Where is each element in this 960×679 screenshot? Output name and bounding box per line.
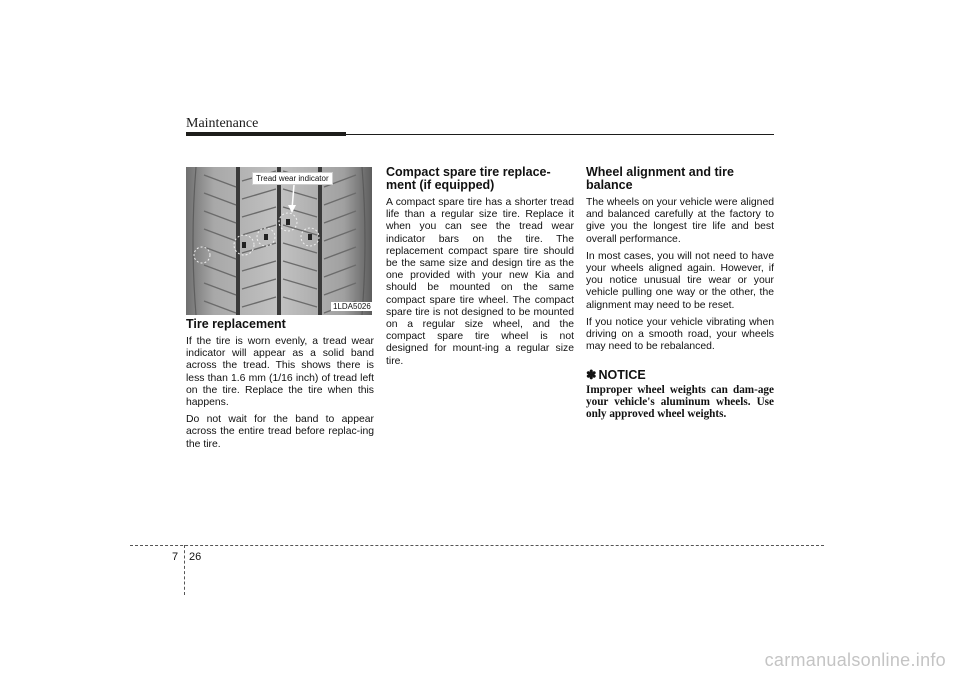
column-left [186, 318, 374, 456]
notice-title: NOTICE [598, 368, 646, 383]
notice-star-icon: ✽ [586, 368, 597, 383]
footer-rule [130, 545, 824, 546]
section-title-compact-spare: Compact spare tire replace-ment (if equipped) [386, 165, 551, 192]
paragraph: In most cases, you will not need to have your wheels aligned again. However, if you notice unusual tire wear or your vehicle pulling one way or the other, the alignment may need to be reset. [586, 250, 774, 311]
notice-heading [586, 367, 774, 382]
page-number: 26 [189, 551, 202, 563]
column-right [586, 166, 774, 420]
watermark: carmanualsonline.info [764, 650, 946, 670]
paragraph: Do not wait for the band to appear across the entire tread before replac-ing the tire. [186, 414, 374, 450]
section-title-wheel-alignment: Wheel alignment and tire balance [586, 165, 734, 192]
chapter-number: 7 [172, 551, 179, 563]
figure-code: 1LDA5026 [333, 302, 371, 311]
tire-tread-illustration [186, 167, 372, 315]
paragraph: The wheels on your vehicle were aligned and balanced carefully at the factory to give you the longest tire life and best overall performance. [586, 197, 774, 245]
paragraph: A compact spare tire has a shorter tread life than a regular size tire. Replace it when you can see the tread wear indicator bars on the tire. The replacement compact spare tire should be the same size and design tire as the one provided with your new Kia and should be mounted on the same compact spare tire wheel. The compact spare tire is not designed to be mounted on a regular size wheel, and the compact spare tire wheel is not designed for mount-ing a regular size tire. [386, 197, 574, 367]
page-header-title: Maintenance [186, 116, 259, 131]
paragraph: If you notice your vehicle vibrating when driving on a smooth road, your wheels may need to be rebalanced. [586, 316, 774, 353]
paragraph: If the tire is worn evenly, a tread wear indicator will appear as a solid band across the tread. This shows there is less than 1.6 mm (1/16 inch) of tread left on the tire. Replace the tire when this happens. [186, 336, 374, 409]
figure-callout-label: Tread wear indicator [252, 172, 333, 185]
notice-body: Improper wheel weights can dam-age your vehicle's aluminum wheels. Use only approved wheel weights. [586, 384, 774, 421]
header-rule-thin [186, 134, 774, 135]
footer-divider [184, 545, 185, 595]
column-middle [386, 166, 574, 373]
section-title-tire-replacement: Tire replacement [186, 317, 286, 331]
tire-tread-photo [186, 167, 372, 315]
